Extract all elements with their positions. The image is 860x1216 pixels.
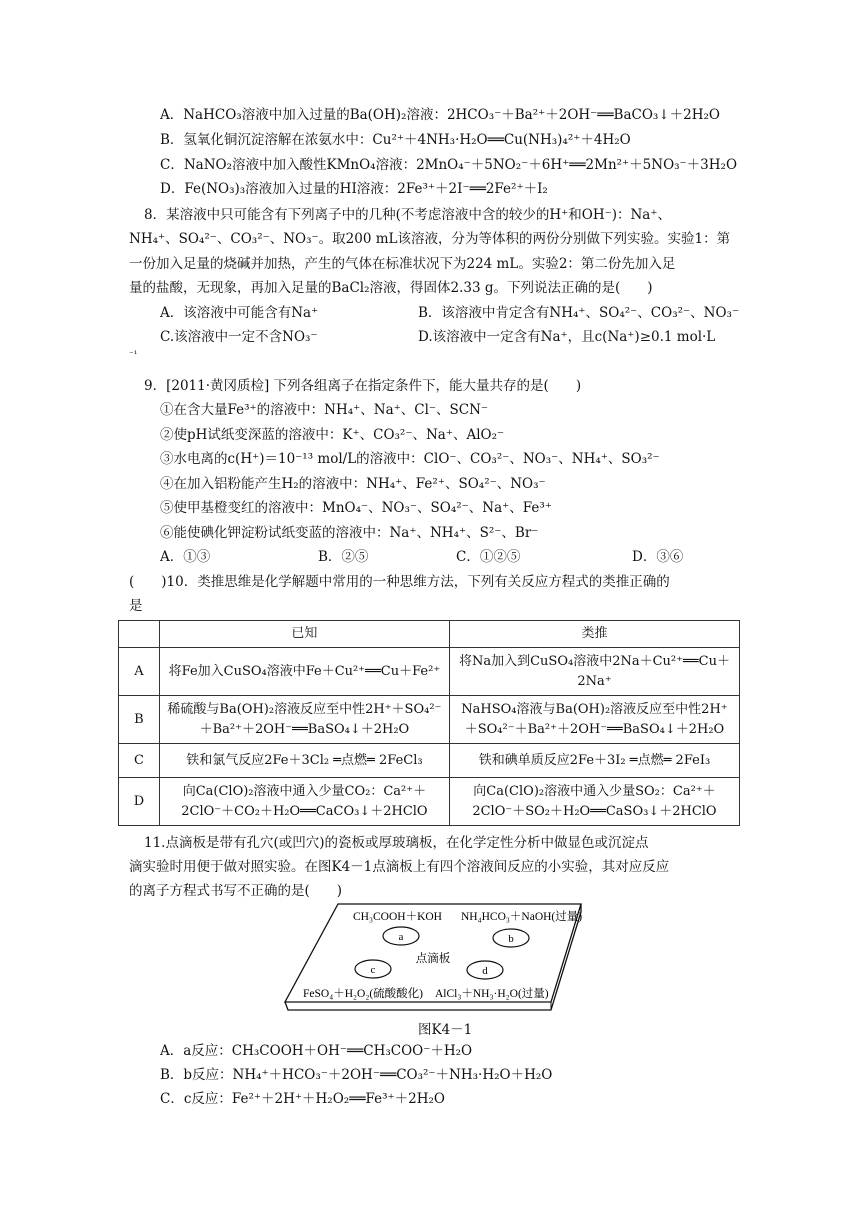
q8-stem-line4: 量的盐酸，无现象，再加入足量的BaCl₂溶液，得固体2.33 g。下列说法正确的是( ) [129,280,653,296]
table-cell-known: 稀硫酸与Ba(OH)₂溶液反应至中性2H⁺＋SO₄²⁻＋Ba²⁺＋2OH⁻══BaSO₄↓＋2H₂O [159,696,449,744]
q8-option-b: B．该溶液中肯定含有NH₄⁺、SO₄²⁻、CO₃²⁻、NO₃⁻ [418,305,740,321]
q9-item-1: ①在含大量Fe³⁺的溶液中：NH₄⁺、Na⁺、Cl⁻、SCN⁻ [160,402,489,418]
table-row [119,696,740,744]
reagent-label-d: AlCl₃＋NH₃·H₂O(过量) [435,988,549,1000]
q8-option-a: A．该溶液中可能含有Na⁺ [160,305,319,321]
table-row [119,744,740,778]
q11-stem-line3: 的离子方程式书写不正确的是( ) [129,883,343,899]
q8-stem-line2: NH₄⁺、SO₄²⁻、CO₃²⁻、NO₃⁻。取200 mL该溶液，分为等体积的两份分别做下列实验。实验1：第 [129,231,731,247]
q9-item-2: ②使pH试纸变深蓝的溶液中：K⁺、CO₃²⁻、Na⁺、AlO₂⁻ [160,427,505,443]
table-header-row [119,621,740,648]
table-row [119,648,740,696]
q9-option-a: A．①③ [160,549,211,565]
q9-item-6: ⑥能使碘化钾淀粉试纸变蓝的溶液中：Na⁺、NH₄⁺、S²⁻、Br⁻ [160,525,539,541]
analogy-table [118,620,740,826]
q11-option-c: C．c反应：Fe²⁺＋2H⁺＋H₂O₂══Fe³⁺＋2H₂O [160,1091,445,1107]
q11-stem-line2: 滴实验时用便于做对照实验。在图K4－1点滴板上有四个溶液间反应的小实验，其对应反应 [129,859,670,875]
q10-stem-line1: ( )10．类推思维是化学解题中常用的一种思维方法，下列有关反应方程式的类推正确的 [129,574,670,590]
q9-option-c: C．①②⑤ [456,549,521,565]
reagent-label-c: FeSO₄＋H₂O₂(硫酸酸化) [303,988,423,1000]
table-row-key: A [119,648,160,696]
q8-stem-line1: 8．某溶液中只可能含有下列离子中的几种(不考虑溶液中含的较少的H⁺和OH⁻)：Na⁺、 [144,207,671,223]
well-d-label: d [482,965,488,977]
table-row [119,778,740,826]
q8-option-c: C.该溶液中一定不含NO₃⁻ [160,329,318,345]
table-header-analog: 类推 [449,621,739,648]
table-row-key: D [119,778,160,826]
table-cell-analog: 铁和碘单质反应2Fe＋3I₂ ═点燃═ 2FeI₃ [449,744,739,778]
q7-option-a: A．NaHCO₃溶液中加入过量的Ba(OH)₂溶液：2HCO₃⁻＋Ba²⁺＋2OH⁻══BaCO₃↓＋2H₂O [160,107,720,123]
spot-plate-center-label: 点滴板 [415,953,451,965]
reagent-label-a: CH₃COOH＋KOH [353,911,442,923]
q8-stem-line3: 一份加入足量的烧碱并加热，产生的气体在标准状况下为224 mL。实验2：第二份先加入足 [129,256,676,272]
q7-option-d: D．Fe(NO₃)₃溶液加入过量的HI溶液：2Fe³⁺＋2I⁻══2Fe²⁺＋I₂ [160,181,548,197]
table-row-key: B [119,696,160,744]
table-header-blank [119,621,160,648]
q7-option-c: C．NaNO₂溶液中加入酸性KMnO₄溶液：2MnO₄⁻＋5NO₂⁻＋6H⁺══2Mn²⁺＋5NO₃⁻＋3H₂O [160,157,738,173]
table-cell-analog: 向Ca(ClO)₂溶液中通入少量SO₂：Ca²⁺＋2ClO⁻＋SO₂＋H₂O══CaSO₃↓＋2HClO [449,778,739,826]
table-cell-analog: 将Na加入到CuSO₄溶液中2Na＋Cu²⁺══Cu＋2Na⁺ [449,648,739,696]
q11-stem-line1: 11.点滴板是带有孔穴(或凹穴)的瓷板或厚玻璃板，在化学定性分析中做显色或沉淀点 [144,835,649,851]
q8-option-d: D.该溶液中一定含有Na⁺，且c(Na⁺)≥0.1 mol·L [418,329,716,345]
q10-stem-line2: 是 [129,598,143,614]
well-b-label: b [508,933,514,945]
q9-option-d: D．③⑥ [632,549,684,565]
table-cell-known: 将Fe加入CuSO₄溶液中Fe＋Cu²⁺══Cu＋Fe²⁺ [159,648,449,696]
well-a-label: a [398,931,404,943]
q9-option-b: B．②⑤ [318,549,369,565]
table-cell-known: 向Ca(ClO)₂溶液中通入少量CO₂：Ca²⁺＋2ClO⁻＋CO₂＋H₂O══CaCO₃↓＋2HClO [159,778,449,826]
table-cell-known: 铁和氯气反应2Fe＋3Cl₂ ═点燃═ 2FeCl₃ [159,744,449,778]
table-row-key: C [119,744,160,778]
table-cell-analog: NaHSO₄溶液与Ba(OH)₂溶液反应至中性2H⁺＋SO₄²⁻＋Ba²⁺＋2OH⁻══BaSO₄↓＋2H₂O [449,696,739,744]
table-header-known: 已知 [159,621,449,648]
spot-plate-figure [283,898,583,1014]
q9-item-5: ⑤使甲基橙变红的溶液中：MnO₄⁻、NO₃⁻、SO₄²⁻、Na⁺、Fe³⁺ [160,500,552,516]
q9-item-4: ④在加入铝粉能产生H₂的溶液中：NH₄⁺、Fe²⁺、SO₄²⁻、NO₃⁻ [160,476,546,492]
figure-caption: 图K4－1 [418,1022,473,1038]
q7-option-b: B．氢氧化铜沉淀溶解在浓氨水中：Cu²⁺＋4NH₃·H₂O══Cu(NH₃)₄²⁺＋4H₂O [160,132,631,148]
q11-option-b: B．b反应：NH₄⁺＋HCO₃⁻＋2OH⁻══CO₃²⁻＋NH₃·H₂O＋H₂O [160,1067,553,1083]
q9-stem: 9．[2011·黄冈质检] 下列各组离子在指定条件下，能大量共存的是( ) [144,378,582,394]
q11-option-a: A．a反应：CH₃COOH＋OH⁻══CH₃COO⁻＋H₂O [160,1043,473,1059]
well-c-label: c [370,964,376,976]
reagent-label-b: NH₄HCO₃＋NaOH(过量) [461,911,583,923]
q8-option-d-tail: ⁻¹ [129,350,138,360]
q9-item-3: ③水电离的c(H⁺)＝10⁻¹³ mol/L的溶液中：ClO⁻、CO₃²⁻、NO₃⁻、NH₄⁺、SO₃²⁻ [160,451,660,467]
